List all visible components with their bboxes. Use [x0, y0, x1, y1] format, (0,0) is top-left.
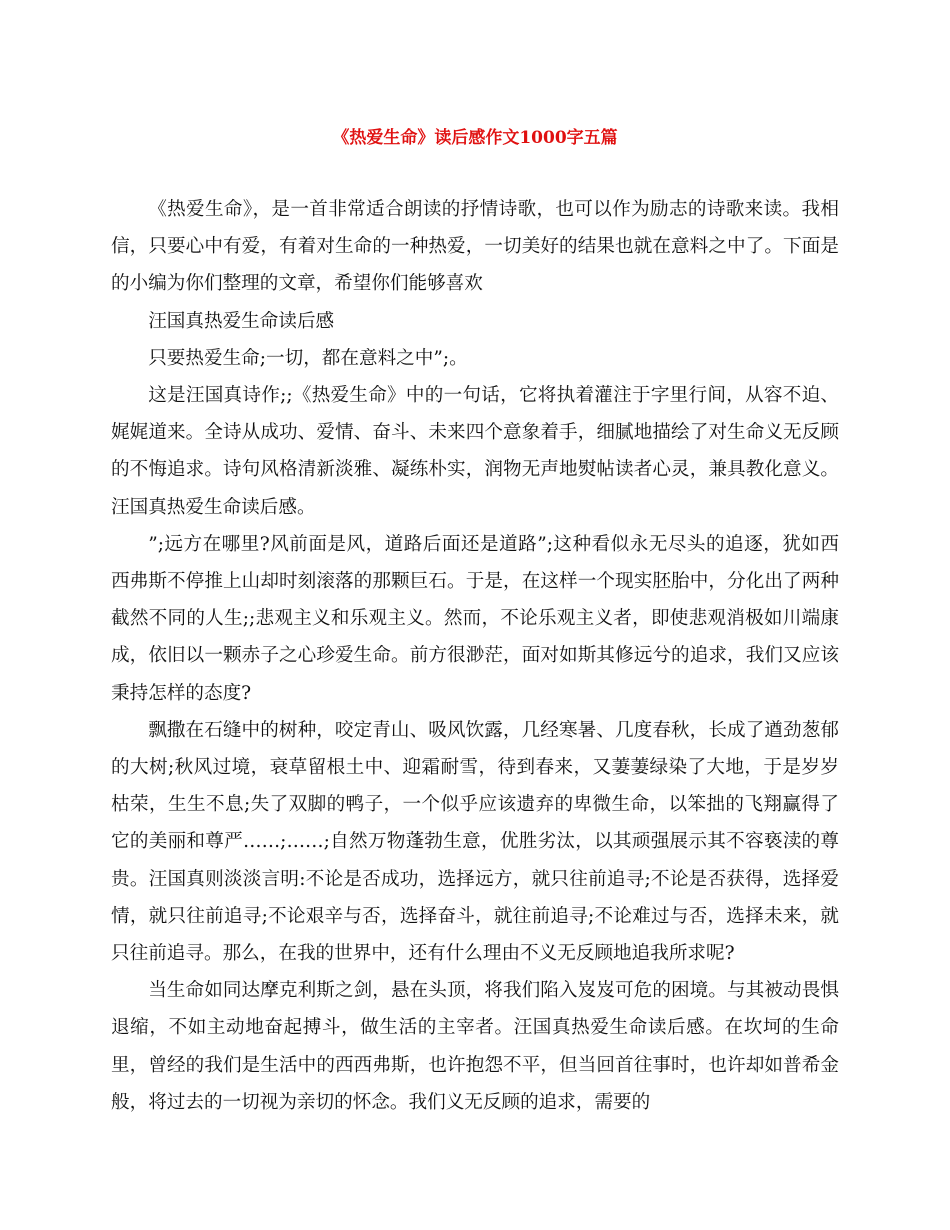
quote-paragraph: 只要热爱生命;一切，都在意料之中”;。 — [148, 347, 468, 369]
section-heading: 汪国真热爱生命读后感 — [148, 310, 335, 332]
body-paragraph: 当生命如同达摩克利斯之剑，悬在头顶，将我们陷入岌岌可危的困境。与其被动畏惧退缩，不如主动地奋起搏斗，做生活的主宰者。汪国真热爱生命读后感。在坎坷的生命里，曾经的我们是生活中的西西弗斯，也许抱怨不平，但当回首往事时，也许却如普希金般，将过去的一切视为亲切的怀念。我们义无反顾的追求，需要的 — [111, 980, 839, 1113]
body-paragraph: 这是汪国真诗作;;《热爱生命》中的一句话，它将执着灌注于字里行间，从容不迫、娓娓道来。全诗从成功、爱情、奋斗、未来四个意象着手，细腻地描绘了对生命义无反顾的不悔追求。诗句风格清新淡雅、凝练朴实，润物无声地熨帖读者心灵，兼具教化意义。汪国真热爱生命读后感。 — [111, 385, 839, 518]
document-title: 《热爱生命》读后感作文1000字五篇 — [332, 128, 618, 148]
intro-paragraph: 《热爱生命》，是一首非常适合朗读的抒情诗歌，也可以作为励志的诗歌来读。我相信，只要心中有爱，有着对生命的一种热爱，一切美好的结果也就在意料之中了。下面是的小编为你们整理的文章，希望你们能够喜欢 — [111, 199, 839, 295]
body-paragraph: ”;远方在哪里?风前面是风，道路后面还是道路”;这种看似永无尽头的追逐，犹如西西弗斯不停推上山却时刻滚落的那颗巨石。于是，在这样一个现实胚胎中，分化出了两种截然不同的人生;;悲观主义和乐观主义。然而，不论乐观主义者，即使悲观消极如川端康成，依旧以一颗赤子之心珍爱生命。前方很渺茫，面对如斯其修远兮的追求，我们又应该秉持怎样的态度? — [111, 533, 839, 704]
document-body — [111, 191, 839, 1121]
body-paragraph: 飘撒在石缝中的树种，咬定青山、吸风饮露，几经寒暑、几度春秋，长成了遒劲葱郁的大树;秋风过境，衰草留根土中、迎霜耐雪，待到春来，又萋萋绿染了大地，于是岁岁枯荣，生生不息;失了双脚的鸭子，一个似乎应该遗弃的卑微生命，以笨拙的飞翔赢得了它的美丽和尊严……;……;自然万物蓬勃生意，优胜劣汰，以其顽强展示其不容亵渎的尊贵。汪国真则淡淡言明:不论是否成功，选择远方，就只往前追寻;不论是否获得，选择爱情，就只往前追寻;不论艰辛与否，选择奋斗，就往前追寻;不论难过与否，选择未来，就只往前追寻。那么，在我的世界中，还有什么理由不义无反顾地追我所求呢? — [111, 719, 839, 965]
